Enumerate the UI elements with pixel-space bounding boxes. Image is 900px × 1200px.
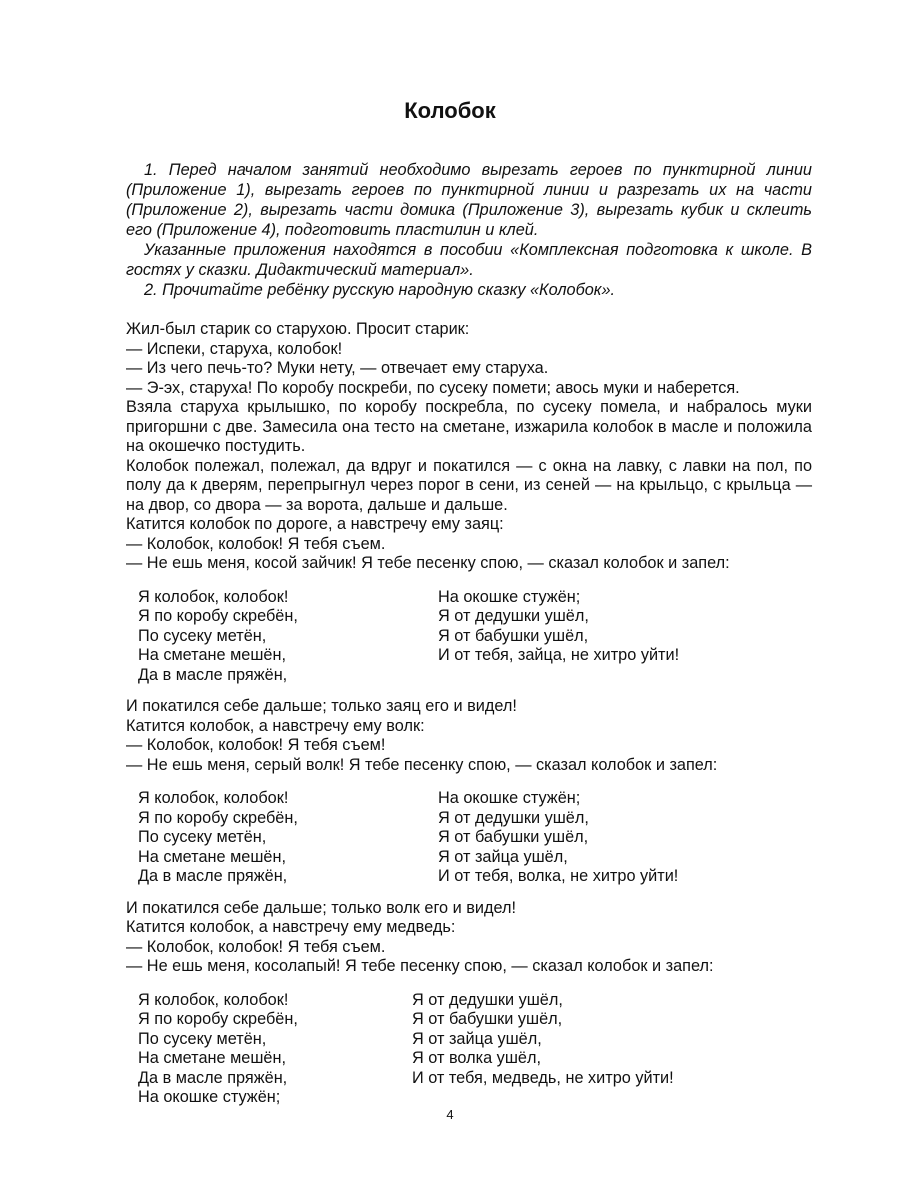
- song-line: Да в масле пряжён,: [138, 1068, 288, 1087]
- song-hare: [138, 588, 812, 686]
- instruction-paragraph: 2. Прочитайте ребёнку русскую народную сказку «Колобок».: [144, 281, 616, 299]
- song-line: Я колобок, колобок!: [138, 789, 289, 807]
- song-line: На окошке стужён;: [438, 789, 581, 807]
- song-column-right: [412, 991, 674, 1108]
- song-line: По сусеку метён,: [138, 626, 267, 645]
- story-paragraph: И покатился себе дальше; только волк его и видел!: [126, 898, 517, 917]
- song-line: Я по коробу скребён,: [138, 1010, 298, 1028]
- story-dialogue: — Колобок, колобок! Я тебя съем.: [126, 534, 386, 553]
- song-line: Я от бабушки ушёл,: [438, 828, 589, 846]
- song-line: Я от волка ушёл,: [412, 1049, 541, 1067]
- song-line: И от тебя, волка, не хитро уйти!: [438, 867, 679, 885]
- story-dialogue: — Из чего печь-то? Муки нету, — отвечает ему старуха.: [126, 359, 549, 377]
- song-column-left: [138, 789, 438, 887]
- song-line: Я по коробу скребён,: [138, 808, 298, 827]
- song-line: Я от зайца ушёл,: [412, 1029, 542, 1048]
- instructions: [126, 160, 812, 300]
- story-paragraph: И покатился себе дальше; только заяц его и видел!: [126, 697, 517, 715]
- song-column-right: [438, 588, 679, 686]
- page-number: 4: [446, 1107, 454, 1122]
- page-title: Колобок: [404, 98, 496, 123]
- song-line: И от тебя, зайца, не хитро уйти!: [438, 646, 680, 664]
- story-paragraph: Катится колобок, а навстречу ему волк:: [126, 716, 425, 735]
- song-column-right: [438, 789, 678, 887]
- instruction-paragraph: Указанные приложения находятся в пособии «Комплексная подготовка к школе. В гостях у сказки. Дидактический материал».: [126, 241, 812, 279]
- song-line: И от тебя, медведь, не хитро уйти!: [412, 1068, 674, 1087]
- song-line: На сметане мешён,: [138, 847, 286, 866]
- song-line: Я от бабушки ушёл,: [412, 1010, 563, 1028]
- story-paragraph: Катится колобок по дороге, а навстречу ему заяц:: [126, 515, 504, 533]
- song-column-left: [138, 991, 412, 1108]
- story-dialogue: — Не ешь меня, косолапый! Я тебе песенку спою, — сказал колобок и запел:: [126, 957, 714, 975]
- story-dialogue: — Колобок, колобок! Я тебя съем.: [126, 937, 386, 956]
- song-line: По сусеку метён,: [138, 1029, 267, 1048]
- instruction-paragraph: 1. Перед началом занятий необходимо вырезать героев по пунктирной линии (Приложение 1), вырезать героев по пунктирной линии и разрезать их на части (Приложение 2), вырезать части домика (Приложение 3), вырезать кубик и склеить его (Приложение 4), подготовить пластилин и клей.: [126, 161, 812, 239]
- song-line: На сметане мешён,: [138, 1049, 286, 1067]
- song-line: Я от зайца ушёл,: [438, 847, 568, 866]
- song-line: По сусеку метён,: [138, 828, 267, 846]
- story-dialogue: — Э-эх, старуха! По коробу поскреби, по сусеку помети; авось муки и наберется.: [126, 378, 740, 397]
- song-bear: [138, 991, 812, 1108]
- song-line: Я колобок, колобок!: [138, 990, 289, 1009]
- song-line: Я колобок, колобок!: [138, 587, 289, 606]
- story-paragraph: Жил-был старик со старухою. Просит старик:: [126, 320, 470, 338]
- story-paragraph: Взяла старуха крылышко, по коробу поскребла, по сусеку помела, и набралось муки пригоршни с две. Замесила она тесто на сметане, изжарила колобок в масле и положила на окошечко постудить.: [126, 398, 812, 455]
- song-line: На сметане мешён,: [138, 646, 286, 664]
- story-paragraph: Колобок полежал, полежал, да вдруг и покатился — с окна на лавку, с лавки на пол, по полу да к дверям, перепрыгнул через порог в сени, из сеней — на крыльцо, с крыльца — на двор, со двора — за ворота, дальше и дальше.: [126, 456, 812, 514]
- song-line: Я от бабушки ушёл,: [438, 626, 589, 645]
- story-dialogue: — Колобок, колобок! Я тебя съем!: [126, 736, 386, 754]
- story-dialogue: — Не ешь меня, серый волк! Я тебе песенку спою, — сказал колобок и запел:: [126, 755, 718, 774]
- song-line: На окошке стужён;: [138, 1088, 281, 1106]
- story-dialogue: — Не ешь меня, косой зайчик! Я тебе песенку спою, — сказал колобок и запел:: [126, 554, 730, 572]
- song-line: На окошке стужён;: [438, 587, 581, 606]
- song-line: Да в масле пряжён,: [138, 867, 288, 885]
- song-line: Я от дедушки ушёл,: [412, 990, 563, 1009]
- story-paragraph: Катится колобок, а навстречу ему медведь:: [126, 918, 456, 936]
- song-line: Да в масле пряжён,: [138, 665, 288, 684]
- story-text: [126, 320, 812, 1120]
- song-column-left: [138, 588, 438, 686]
- song-wolf: [138, 789, 812, 887]
- song-line: Я по коробу скребён,: [138, 607, 298, 625]
- song-line: Я от дедушки ушёл,: [438, 607, 589, 625]
- song-line: Я от дедушки ушёл,: [438, 808, 589, 827]
- story-dialogue: — Испеки, старуха, колобок!: [126, 339, 343, 358]
